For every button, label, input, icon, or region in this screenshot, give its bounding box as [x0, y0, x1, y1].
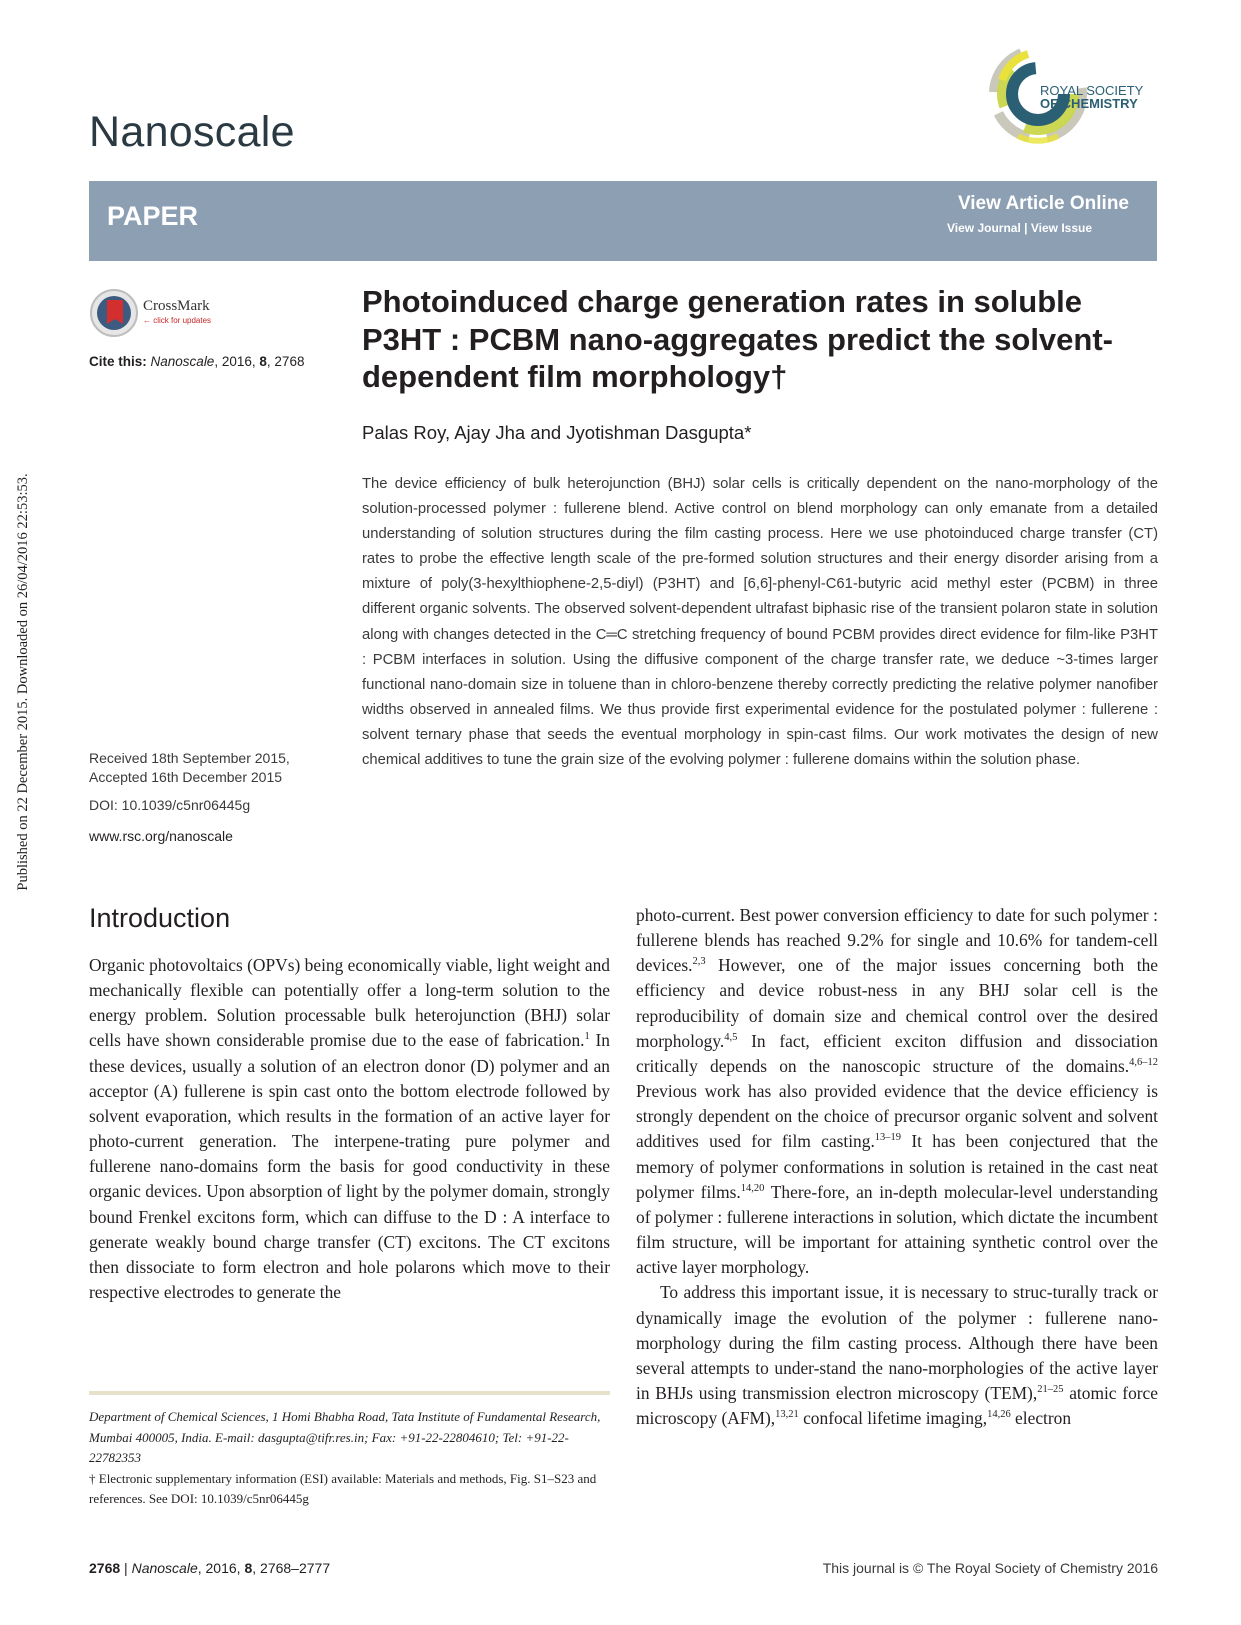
article-title: Photoinduced charge generation rates in soluble P3HT : PCBM nano-aggregates predict the solvent-dependent film morphology† [362, 284, 1113, 394]
intro-text: confocal lifetime imaging, [798, 1408, 988, 1429]
crossmark-label: CrossMark [143, 298, 210, 314]
cite-volume: 8 [259, 354, 267, 369]
intro-text: In fact, efficient exciton diffusion and dissociation critically depends on the nanoscopic structure of the domains. [636, 1030, 1158, 1076]
article-banner [89, 181, 1157, 261]
intro-paragraph-1-cont [636, 903, 1158, 1280]
footer-journal: Nanoscale [131, 1560, 198, 1576]
cite-page: , 2768 [266, 354, 305, 369]
article-type: PAPER [107, 201, 199, 231]
doi: DOI: 10.1039/c5nr06445g [89, 797, 251, 813]
esi-footnote: † Electronic supplementary information (ESI) available: Materials and methods, Fig. S1–S23 and references. See DOI: 10.1039/c5nr06445g [89, 1470, 597, 1506]
intro-text: It has been conjectured that the memory of polymer conformations in solution is retained in the cast neat polymer films. [636, 1131, 1159, 1202]
crossmark-sub: ← click for updates [143, 316, 212, 325]
footer-volume: 8 [244, 1560, 253, 1576]
citation-ref[interactable]: 13,21 [775, 1409, 799, 1421]
citation-ref[interactable]: 14,20 [740, 1182, 765, 1194]
right-column [636, 903, 1158, 1431]
intro-text: In these devices, usually a solution of an electron donor (D) polymer and an acceptor (A) fullerene is spin cast onto the bottom electrode followed by solvent evaporation, which results in the formation of an active layer for photo-current generation. The interpene-trating pure polymer and fullerene nano-domains form the basis for good conductivity in these organic devices. Upon absorption of light by the polymer domain, strongly bound Frenkel excitons form, which can diffuse to the D : A interface to generate weakly bound charge transfer (CT) excitons. The CT excitons then dissociate to form electron and hole polarons which move to their respective electrodes to generate the [89, 1030, 611, 1303]
citation-ref[interactable]: 4,5 [724, 1031, 738, 1043]
citation-ref[interactable]: 13–19 [874, 1132, 902, 1144]
citation-ref[interactable]: 14,26 [987, 1409, 1011, 1421]
page-number: 2768 [89, 1560, 121, 1576]
publication-stamp: Published on 22 December 2015. Downloaded on 26/04/2016 22:53:53. [15, 473, 31, 891]
journal-title: Nanoscale [89, 108, 295, 156]
received-dates [89, 749, 290, 787]
intro-text: Organic photovoltaics (OPVs) being economically viable, light weight and mechanically flexible can potentially offer a long-term solution to the energy problem. Solution processable bulk heterojunction (BHJ) solar cells have shown considerable promise due to the ease of fabrication. [89, 955, 610, 1051]
crossmark-icon [89, 288, 139, 338]
accepted-date: Accepted 16th December 2015 [89, 769, 283, 785]
rsc-logo[interactable] [988, 40, 1168, 152]
rsc-logo-line2: OF CHEMISTRY [1040, 96, 1138, 111]
view-journal-link[interactable]: View Journal [947, 221, 1021, 235]
intro-paragraph-1 [89, 953, 610, 1305]
copyright-footer: This journal is © The Royal Society of Chemistry 2016 [822, 1560, 1158, 1576]
intro-text: atomic force microscopy (AFM), [636, 1382, 1158, 1429]
left-column [89, 953, 610, 1305]
footer-pages: , 2768–2777 [252, 1560, 331, 1576]
intro-paragraph-2 [636, 1280, 1158, 1431]
footnotes [89, 1407, 610, 1510]
citation-ref[interactable]: 2,3 [692, 956, 706, 968]
abstract: The device efficiency of bulk heterojunction (BHJ) solar cells is critically dependent on the nano-morphology of the solution-processed polymer : fullerene blend. Active control on blend morphology can only emanate from a detailed understanding of solution structures during the film casting process. Here we use photoinduced charge transfer (CT) rates to probe the effective length scale of the pre-formed solution structures and their energy disorder arising from a mixture of poly(3-hexylthiophene-2,5-diyl) (P3HT) and [6,6]-phenyl-C61-butyric acid methyl ester (PCBM) in three different organic solvents. The observed solvent-dependent ultrafast biphasic rise of the transient polaron state in solution along with changes detected in the C═C stretching frequency of bound PCBM provides direct evidence for film-like P3HT : PCBM interfaces in solution. Using the diffusive component of the charge transfer rate, we deduce ~3-times larger functional nano-domain size in toluene than in chloro-benzene thereby correctly predicting the relative polymer nanofiber widths observed in annealed films. We thus provide first experimental evidence for the postulated polymer : fullerene : solvent ternary phase that seeds the eventual morphology in spin-cast films. Our work motivates the design of new chemical additives to tune the grain size of the evolving polymer : fullerene domains within the solution phase. [362, 476, 1158, 769]
footer-separator: | [124, 1560, 128, 1576]
citation-ref[interactable]: 1 [584, 1031, 590, 1043]
intro-text: Previous work has also provided evidence that the device efficiency is strongly dependent on the choice of precursor organic solvent and solvent additives used for film casting. [636, 1081, 1158, 1152]
rsc-logo-line1: ROYAL SOCIETY [1040, 83, 1144, 98]
footer-year: , 2016, [197, 1560, 241, 1576]
journal-website-link[interactable]: www.rsc.org/nanoscale [89, 828, 233, 844]
intro-text: However, one of the major issues concerning both the efficiency and device robust-ness in any BHJ solar cell is the reproducibility of domain size and chemical control over the desired morphology. [636, 955, 1158, 1051]
view-article-online-link[interactable]: View Article Online [957, 193, 1129, 214]
citation-ref[interactable]: 4,6–12 [1129, 1056, 1158, 1068]
received-date: Received 18th September 2015, [89, 750, 290, 766]
intro-text: photo-current. Best power conversion efficiency to date for such polymer : fullerene blends has reached 9.2% for single and 10.6% for tandem-cell devices. [636, 905, 1158, 976]
affiliation-footnote: Department of Chemical Sciences, 1 Homi Bhabha Road, Tata Institute of Fundamental Research, Mumbai 400005, India. E-mail: dasgupta@tifr.res.in; Fax: +91-22-22804610; Tel: +91-22-22782353 [89, 1409, 601, 1465]
banner-sublinks [947, 221, 1092, 235]
intro-text: There-fore, an in-depth molecular-level understanding of polymer : fullerene interactions in solution, which dictate the incumbent film structure, will be important for attaining synthetic control over the active layer morphology. [636, 1181, 1158, 1278]
section-heading-introduction: Introduction [89, 903, 231, 933]
authors: Palas Roy, Ajay Jha and Jyotishman Dasgupta* [362, 422, 752, 443]
cite-prefix: Cite this: [89, 354, 147, 369]
citation-ref[interactable]: 21–25 [1037, 1383, 1064, 1395]
page-footer-left [89, 1560, 330, 1576]
cite-journal: Nanoscale [150, 354, 215, 369]
cite-this: Cite this: Nanoscale, 2016, 8, 2768 [89, 354, 305, 369]
crossmark-sub-text: click for updates [153, 316, 212, 325]
crossmark-badge[interactable] [89, 288, 229, 338]
cite-year: 2016, [221, 354, 256, 369]
view-issue-link[interactable]: View Issue [1030, 221, 1093, 235]
intro-text: To address this important issue, it is necessary to struc-turally track or dynamically image the evolution of the polymer : fullerene nano-morphology during the film casting process. Although there have been several attempts to under-stand the nano-morphologies of the active layer in BHJs using transmission electron microscopy (TEM), [636, 1282, 1158, 1403]
banner-separator: | [1024, 221, 1028, 235]
footnote-divider [89, 1391, 610, 1395]
intro-text: electron [1010, 1408, 1072, 1429]
